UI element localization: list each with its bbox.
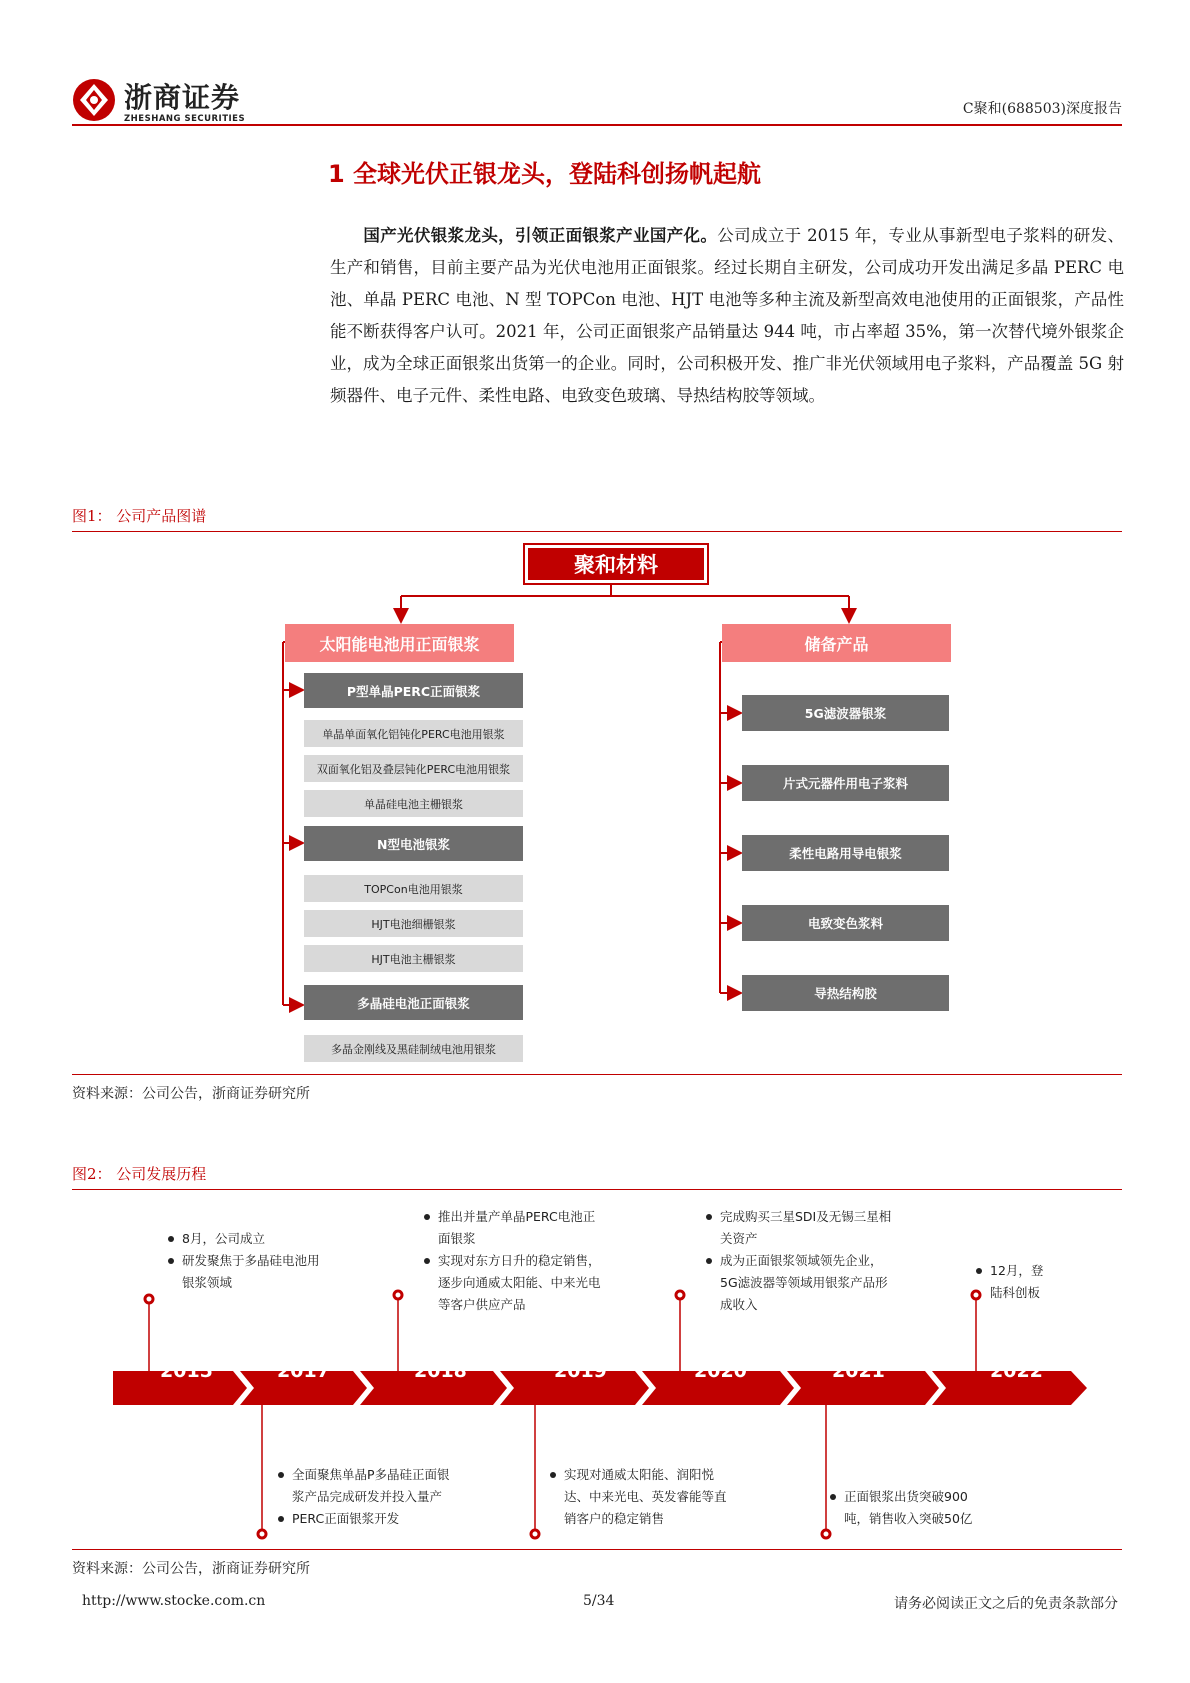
event-2018 [424, 1206, 604, 1316]
figure2-source: 资料来源：公司公告，浙商证券研究所 [72, 1561, 310, 1577]
footer-disclaimer: 请务必阅读正文之后的免责条款部分 [894, 1596, 1118, 1612]
event-2019 [550, 1464, 730, 1530]
event-2020 [706, 1206, 896, 1316]
left-product-item: HJT电池主栅银浆 [304, 945, 523, 972]
year-2015: 2015 [160, 1360, 213, 1382]
root-node: 聚和材料 [525, 545, 707, 583]
event-item: PERC正面银浆开发 [278, 1508, 458, 1530]
left-product-item: 单晶单面氧化铝钝化PERC电池用银浆 [304, 720, 523, 747]
page-number: 5/34 [583, 1593, 615, 1609]
section-title: 1 全球光伏正银龙头，登陆科创扬帆起航 [328, 160, 762, 188]
left-product-item: 单晶硅电池主栅银浆 [304, 790, 523, 817]
event-item: 成为正面银浆领域领先企业，5G滤波器等领域用银浆产品形成收入 [706, 1250, 896, 1316]
left-product-item: 多晶硅电池正面银浆 [304, 985, 523, 1020]
event-item: 实现对通威太阳能、润阳悦达、中来光电、英发睿能等直销客户的稳定销售 [550, 1464, 730, 1530]
left-product-item: TOPCon电池用银浆 [304, 875, 523, 902]
event-item: 研发聚焦于多晶硅电池用银浆领域 [168, 1250, 323, 1294]
left-product-item: 多晶金刚线及黑硅制绒电池用银浆 [304, 1035, 523, 1062]
figure2-title: 图2： 公司发展历程 [72, 1165, 207, 1183]
left-product-item: P型单晶PERC正面银浆 [304, 673, 523, 708]
event-2022 [976, 1260, 1054, 1304]
category-solar-paste: 太阳能电池用正面银浆 [285, 624, 514, 662]
left-product-item: N型电池银浆 [304, 826, 523, 861]
lead-sentence: 国产光伏银浆龙头，引领正面银浆产业国产化。 [363, 226, 718, 245]
category-reserve-products: 储备产品 [722, 624, 951, 662]
right-product-item: 片式元器件用电子浆料 [742, 765, 949, 801]
left-product-item: HJT电池细栅银浆 [304, 910, 523, 937]
event-item: 正面银浆出货突破900吨，销售收入突破50亿 [830, 1486, 990, 1530]
event-item: 8月，公司成立 [168, 1228, 323, 1250]
left-product-item: 双面氧化铝及叠层钝化PERC电池用银浆 [304, 755, 523, 782]
event-2021 [830, 1486, 990, 1530]
figure2-bottom-rule [72, 1549, 1122, 1550]
report-tag: C聚和(688503)深度报告 [962, 101, 1122, 117]
right-product-item: 5G滤波器银浆 [742, 695, 949, 731]
event-item: 全面聚焦单晶P多晶硅正面银浆产品完成研发并投入量产 [278, 1464, 458, 1508]
year-2022: 2022 [990, 1360, 1043, 1382]
event-2017 [278, 1464, 458, 1530]
event-item: 推出并量产单晶PERC电池正面银浆 [424, 1206, 604, 1250]
event-item: 完成购买三星SDI及无锡三星相关资产 [706, 1206, 896, 1250]
body-text: 公司成立于 2015 年，专业从事新型电子浆料的研发、生产和销售，目前主要产品为光伏电池用正面银浆。经过长期自主研发，公司成功开发出满足多晶 PERC 电池、单晶 PERC 电池、N 型 TOPCon 电池、HJT 电池等多种主流及新型高效电池使用的正面银浆，产品性能不断获得客户认可。2021 年，公司正面银浆产品销量达 944 吨，市占率超 35%，第一次替代境外银浆企业，成为全球正面银浆出货第一的企业。同时，公司积极开发、推广非光伏领域用电子浆料，产品覆盖 5G 射频器件、电子元件、柔性电路、电致变色玻璃、导热结构胶等领域。 [330, 226, 1125, 405]
event-item: 实现对东方日升的稳定销售，逐步向通威太阳能、中来光电等客户供应产品 [424, 1250, 604, 1316]
figure1-title: 图1： 公司产品图谱 [72, 507, 207, 525]
year-2019: 2019 [554, 1360, 607, 1382]
right-product-item: 柔性电路用导电银浆 [742, 835, 949, 871]
event-2015 [168, 1228, 323, 1294]
year-2021: 2021 [832, 1360, 885, 1382]
year-2020: 2020 [694, 1360, 747, 1382]
logo-english-name: ZHESHANG SECURITIES [124, 114, 246, 124]
logo-chinese-name: 浙商证券 [124, 81, 241, 114]
footer-url[interactable]: http://www.stocke.com.cn [82, 1593, 266, 1609]
figure1-source: 资料来源：公司公告，浙商证券研究所 [72, 1086, 310, 1102]
year-2018: 2018 [414, 1360, 467, 1382]
event-item: 12月，登陆科创板 [976, 1260, 1054, 1304]
right-product-item: 电致变色浆料 [742, 905, 949, 941]
year-2017: 2017 [277, 1360, 330, 1382]
right-product-item: 导热结构胶 [742, 975, 949, 1011]
